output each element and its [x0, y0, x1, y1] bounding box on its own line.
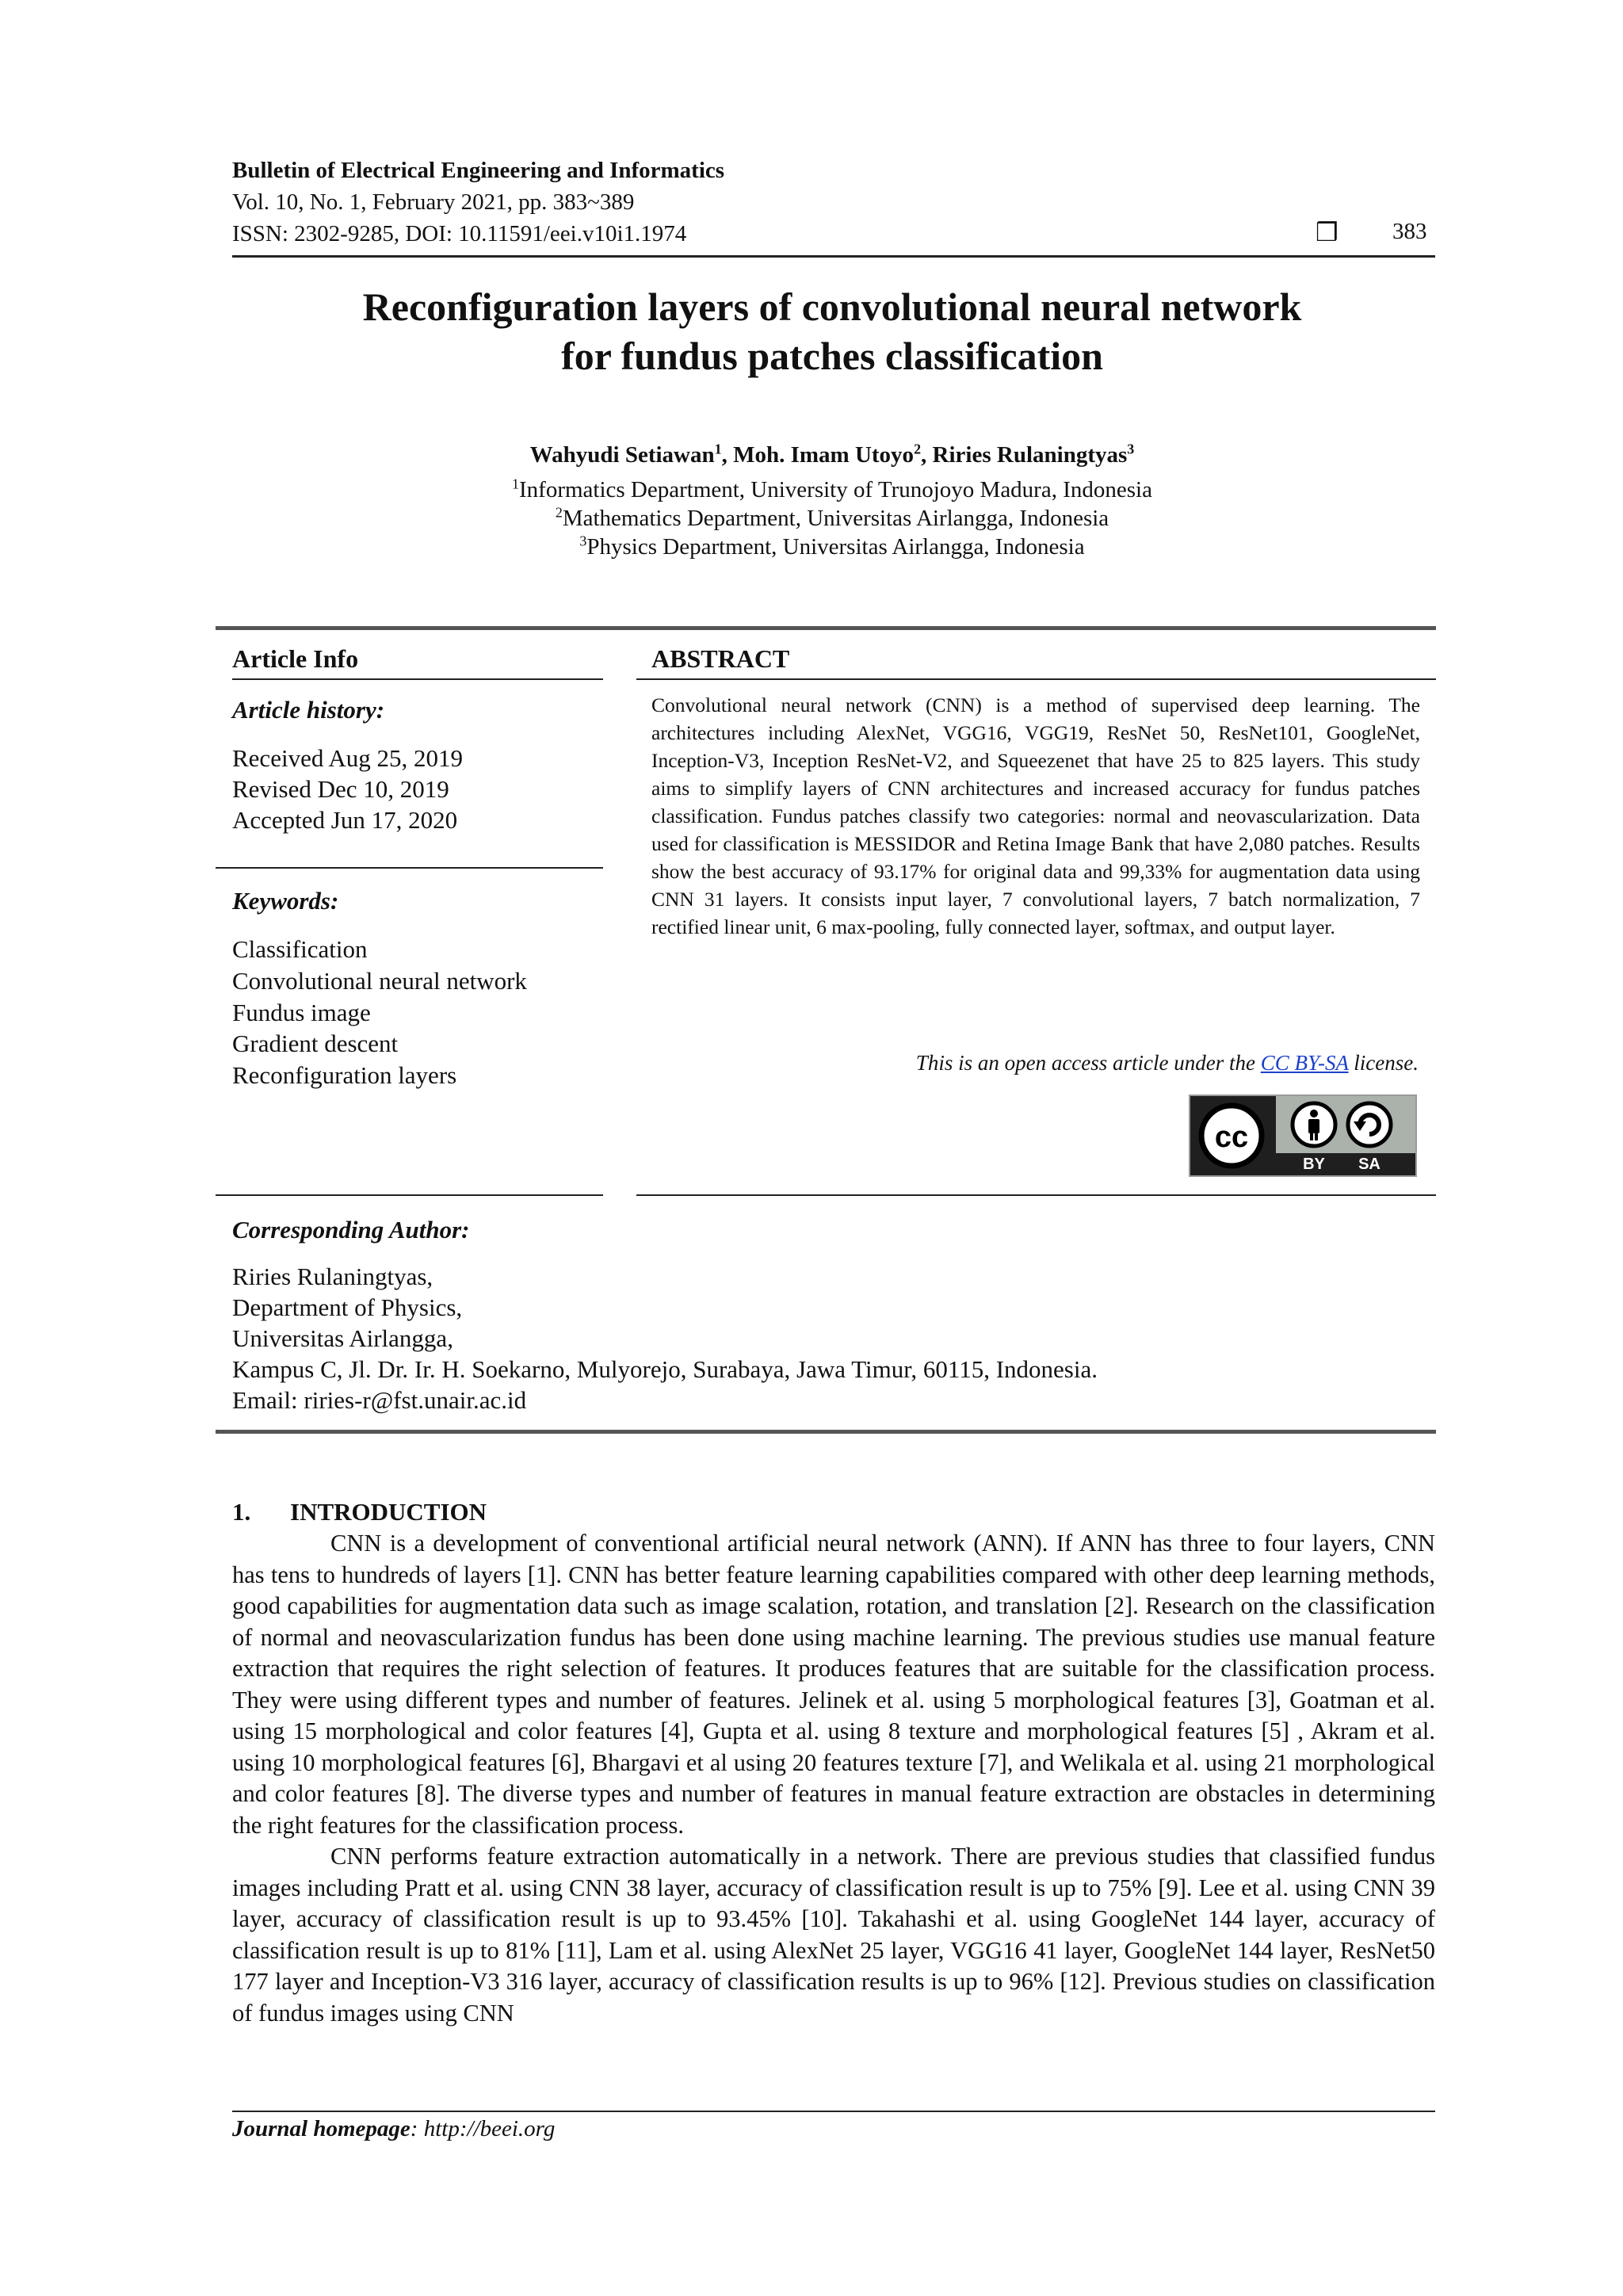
abstract-text: Convolutional neural network (CNN) is a method of supervised deep learning. The architectures including AlexNet, VGG16, VGG19, ResNet 50, ResNet101, GoogleNet, Inception-V3, Inception ResNet-V2, and Squeezenet that have 25 to 825 layers. This study aims to simplify layers of CNN architectures and increased accuracy for fundus patches classification. Fundus patches classify two categories: normal and neovascularization. Data used for classification is MESSIDOR and Retina Image Bank that have 2,080 patches. Results show the best accuracy of 93.17% for original data and 99,33% for augmentation data using CNN 31 layers. It consists input layer, 7 convolutional layers, 7 batch normalization, 7 rectified linear unit, 6 max-pooling, fully connected layer, softmax, and output layer.: [651, 693, 1420, 938]
badge-by-label: BY: [1303, 1156, 1325, 1173]
corresponding-line: Universitas Airlangga,: [232, 1324, 453, 1352]
corresponding-heading: Corresponding Author:: [232, 1216, 470, 1244]
footer: [232, 2116, 555, 2142]
article-history-heading: Article history:: [232, 696, 385, 724]
license-prefix: This is an open access article under the: [915, 1051, 1261, 1075]
affiliation-2-text: Mathematics Department, Universitas Airlangga, Indonesia: [562, 506, 1109, 531]
page-number: 383: [1392, 219, 1427, 244]
footer-colon: :: [410, 2116, 424, 2141]
section-heading: INTRODUCTION: [290, 1498, 487, 1526]
bottom-thick-rule: [216, 1430, 1436, 1434]
affiliation-1: [0, 476, 1623, 505]
history-accepted: Accepted Jun 17, 2020: [232, 806, 458, 834]
box-icon: ❒: [1316, 218, 1338, 246]
corresponding-line: Department of Physics,: [232, 1293, 463, 1321]
license-statement: [651, 1051, 1419, 1075]
history-received: Received Aug 25, 2019: [232, 744, 464, 772]
affiliation-2: [0, 504, 1623, 533]
intro-paragraph: CNN is a development of conventional artificial neural network (ANN). If ANN has three to four layers, CNN has tens to hundreds of layers [1]. CNN has better feature learning capabilities compared with other deep learning methods, good capabilities for augmentation data such as image scalation, rotation, and translation [2]. Research on the classification of normal and neovascularization fundus has been done using machine learning. The previous studies use manual feature extraction that requires the right selection of features. It produces features that are suitable for the classification process. They were using different types and number of features. Jelinek et al. using 5 morphological features [3], Goatman et al. using 15 morphological and color features [4], Gupta et al. using 8 texture and morphological features [5] , Akram et al. using 10 morphological features [6], Bhargavi et al using 20 features texture [7], and Welikala et al. using 21 morphological and color features [8]. The diverse types and number of features in manual feature extraction are obstacles in determining the right features for the classification process.: [232, 1530, 1435, 1839]
introduction-body: [232, 1528, 1435, 2029]
author-3: Riries Rulaningtyas: [932, 442, 1128, 468]
svg-text:cc: cc: [1214, 1121, 1249, 1154]
license-suffix: license.: [1348, 1051, 1419, 1075]
affiliation-3-text: Physics Department, Universitas Airlangga, Indonesia: [586, 534, 1085, 560]
affiliation-3: [0, 533, 1623, 562]
volume-info: Vol. 10, No. 1, February 2021, pp. 383~389: [232, 189, 635, 215]
attribution-icon: [1293, 1103, 1335, 1146]
intro-paragraph: CNN performs feature extraction automatically in a network. There are previous studies that classified fundus images including Pratt et al. using CNN 38 layer, accuracy of classification result is up to 75% [9]. Lee et al. using CNN 39 layer, accuracy of classification result is up to 93.45% [10]. Takahashi et al. using GoogleNet 144 layer, accuracy of classification result is up to 81% [11], Lam et al. using AlexNet 25 layer, VGG16 41 layer, GoogleNet 144 layer, ResNet50 177 layer and Inception-V3 316 layer, accuracy of classification results is up to 96% [12]. Previous studies on classification of fundus images using CNN: [232, 1843, 1435, 2027]
article-info-rule: [232, 678, 603, 680]
footer-rule: [232, 2111, 1435, 2112]
keywords-rule: [216, 867, 603, 869]
right-bottom-rule: [636, 1194, 1436, 1196]
left-bottom-rule: [216, 1194, 603, 1196]
corresponding-address: Kampus C, Jl. Dr. Ir. H. Soekarno, Mulyorejo, Surabaya, Jawa Timur, 60115, Indonesia.: [232, 1355, 1098, 1383]
corresponding-line: Riries Rulaningtyas,: [232, 1263, 433, 1290]
keywords-heading: Keywords:: [232, 887, 339, 915]
journal-homepage-link[interactable]: http://beei.org: [423, 2116, 556, 2141]
paper-title-line1: Reconfiguration layers of convolutional neural network: [362, 285, 1302, 329]
journal-name: Bulletin of Electrical Engineering and Informatics: [232, 158, 725, 183]
keyword-item: Convolutional neural network: [232, 967, 527, 995]
share-alike-icon: [1348, 1103, 1391, 1146]
header-rule: [232, 255, 1435, 258]
affiliation-2-sup: 2: [555, 504, 563, 521]
abstract-rule: [636, 678, 1436, 680]
paper-title-line2: for fundus patches classification: [561, 334, 1103, 378]
cc-icon: [1201, 1106, 1262, 1166]
author-2: Moh. Imam Utoyo: [733, 442, 915, 468]
author-sep: ,: [721, 442, 734, 468]
history-revised: Revised Dec 10, 2019: [232, 775, 449, 803]
top-thick-rule: [216, 626, 1436, 630]
author-1-sup: 1: [714, 441, 722, 457]
affiliation-3-sup: 3: [579, 533, 587, 549]
keyword-item: Gradient descent: [232, 1030, 399, 1057]
affiliation-1-text: Informatics Department, University of Trunojoyo Madura, Indonesia: [519, 477, 1152, 502]
author-1: Wahyudi Setiawan: [529, 442, 715, 468]
section-number: 1.: [232, 1498, 251, 1526]
keyword-item: Fundus image: [232, 999, 371, 1026]
cc-by-sa-link[interactable]: CC BY-SA: [1260, 1051, 1349, 1075]
abstract-heading: ABSTRACT: [651, 644, 790, 673]
affiliation-1-sup: 1: [512, 476, 519, 492]
author-sep: ,: [921, 442, 933, 468]
footer-label: Journal homepage: [232, 2116, 411, 2141]
author-2-sup: 2: [914, 441, 922, 457]
badge-sa-label: SA: [1358, 1156, 1381, 1173]
keyword-item: Reconfiguration layers: [232, 1061, 457, 1089]
corresponding-email: Email: riries-r@fst.unair.ac.id: [232, 1386, 527, 1414]
author-list: [0, 441, 1623, 470]
article-info-heading: Article Info: [232, 644, 359, 673]
author-3-sup: 3: [1127, 441, 1135, 457]
issn-doi: ISSN: 2302-9285, DOI: 10.11591/eei.v10i1.1974: [232, 221, 687, 246]
keyword-item: Classification: [232, 935, 368, 963]
cc-badge-graphic: [1190, 1096, 1415, 1175]
cc-by-sa-badge[interactable]: [1189, 1095, 1417, 1177]
